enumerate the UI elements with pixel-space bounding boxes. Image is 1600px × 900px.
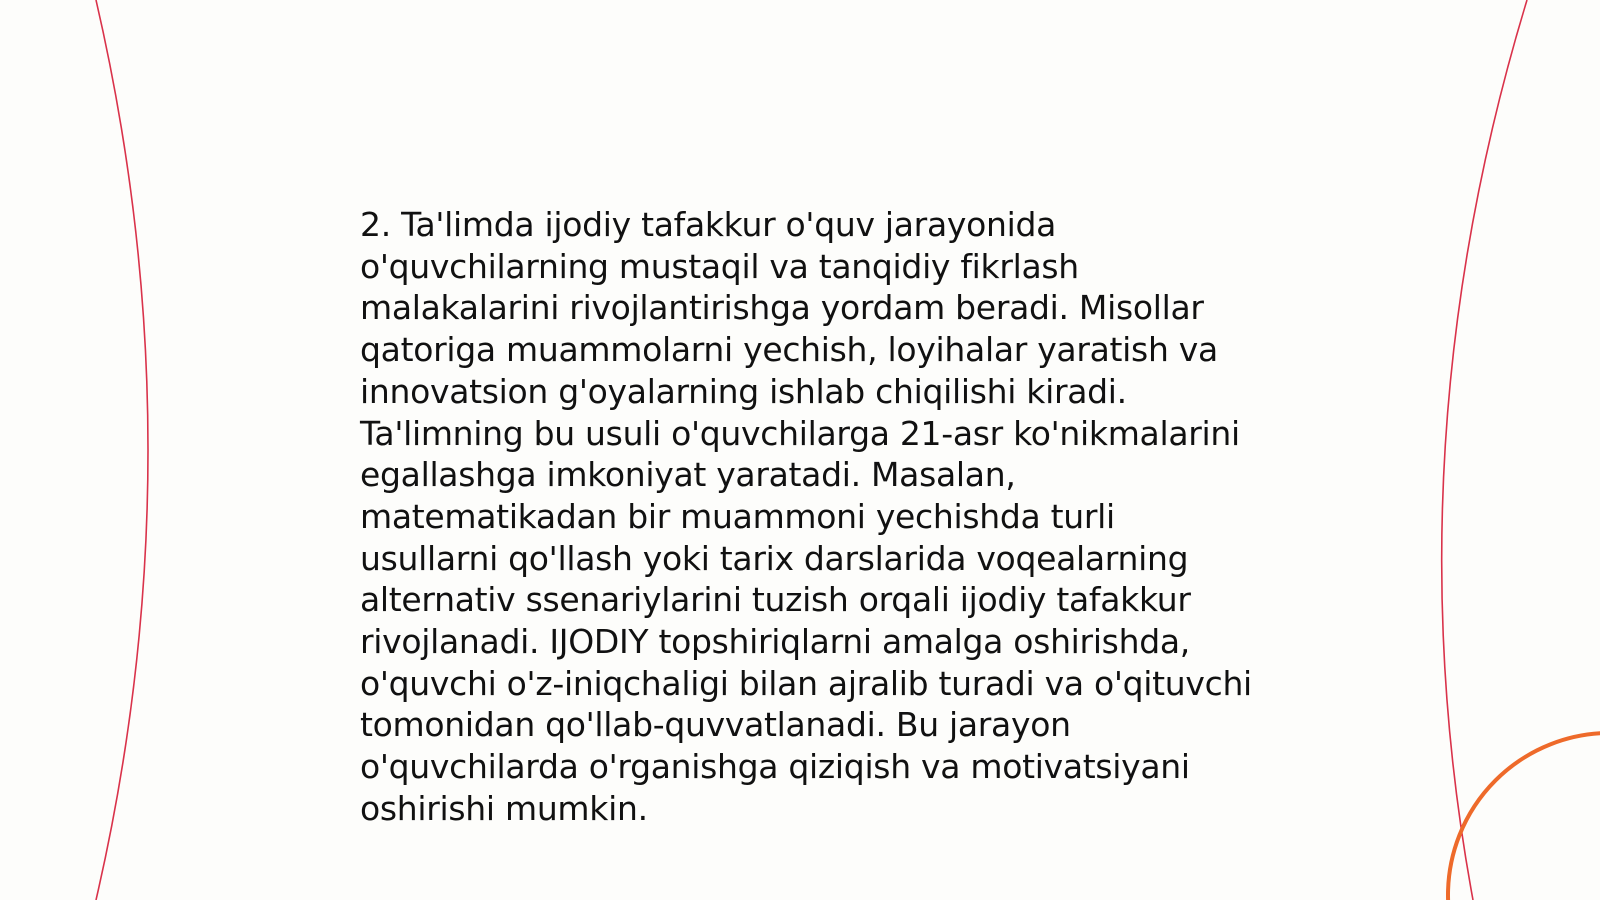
body-line: o'quvchilarda o'rganishga qiziqish va motivatsiyani	[360, 747, 1190, 787]
body-line: o'quvchi o'z-iniqchaligi bilan ajralib turadi va o'qituvchi	[360, 663, 1252, 703]
body-line: tomonidan qo'llab-quvvatlanadi. Bu jarayon	[360, 705, 1071, 745]
body-line: Ta'limning bu usuli o'quvchilarga 21-asr ko'nikmalarini	[360, 413, 1240, 453]
body-line: 2. Ta'limda ijodiy tafakkur o'quv jarayonida	[360, 205, 1057, 244]
body-line: egallashga imkoniyat yaratadi. Masalan,	[360, 455, 1016, 495]
left-red-curve	[96, 0, 148, 900]
body-line: matematikadan bir muammoni yechishda turli	[360, 496, 1115, 536]
body-line: alternativ ssenariylarini tuzish orqali ijodiy tafakkur	[360, 580, 1191, 620]
body-line: rivojlanadi. IJODIY topshiriqlarni amalga oshirishda,	[360, 622, 1190, 662]
body-line: o'quvchilarning mustaqil va tanqidiy fikrlash	[360, 246, 1079, 286]
orange-circle-decoration	[1448, 733, 1600, 900]
body-line: qatoriga muammolarni yechish, loyihalar yaratish va	[360, 330, 1218, 370]
body-line: oshirishi mumkin.	[360, 788, 648, 828]
body-line: malakalarini rivojlantirishga yordam beradi. Misollar	[360, 288, 1204, 328]
body-line: usullarni qo'llash yoki tarix darslarida voqealarning	[360, 538, 1189, 578]
body-line: innovatsion g'oyalarning ishlab chiqilishi kiradi.	[360, 371, 1127, 411]
body-paragraph	[360, 204, 1260, 830]
